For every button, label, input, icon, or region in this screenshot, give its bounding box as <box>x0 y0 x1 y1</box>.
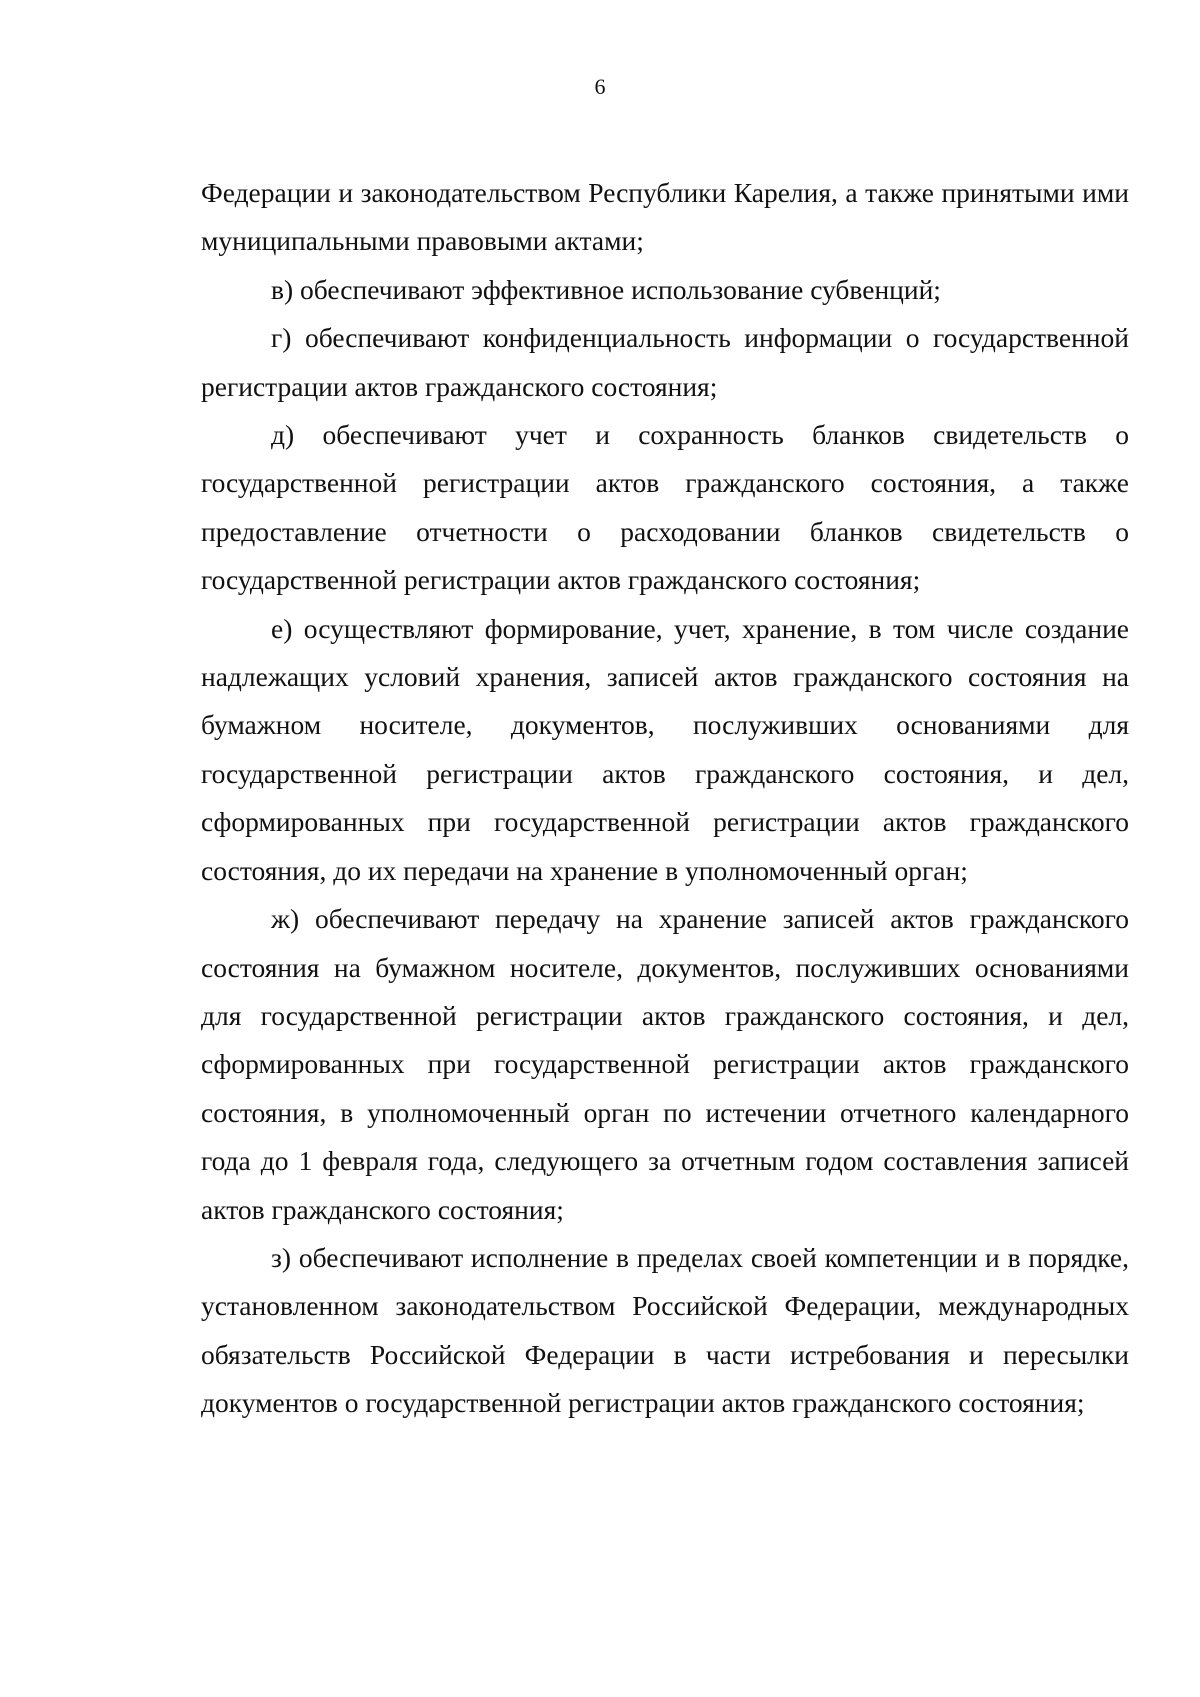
paragraph-item-v: в) обеспечивают эффективное использование субвенций; <box>271 273 941 305</box>
paragraph-item-d: д) обеспечивают учет и сохранность бланков свидетельств о государственной регистрации актов гражданского состояния, а также предоставление отчетности о расходовании бланков свидетельств о государственной регистрации актов гражданского состояния; <box>201 419 1129 596</box>
document-body <box>201 169 1129 1428</box>
paragraph-item-e: е) осуществляют формирование, учет, хранение, в том числе создание надлежащих условий хранения, записей актов гражданского состояния на бумажном носителе, документов, послуживших основаниями для государственной регистрации актов гражданского состояния, и дел, сформированных при государственной регистрации актов гражданского состояния, до их передачи на хранение в уполномоченный орган; <box>201 612 1129 886</box>
page-number: 6 <box>594 74 606 99</box>
paragraph-item-z: з) обеспечивают исполнение в пределах своей компетенции и в порядке, установленном законодательством Российской Федерации, международных обязательств Российской Федерации в части истребования и пересылки документов о государственной регистрации актов гражданского состояния; <box>201 1241 1129 1419</box>
paragraph-continuation: Федерации и законодательством Республики Карелия, а также принятыми ими муниципальными правовыми актами; <box>201 177 1129 257</box>
paragraph-item-zh: ж) обеспечивают передачу на хранение записей актов гражданского состояния на бумажном носителе, документов, послуживших основаниями для государственной регистрации актов гражданского состояния, и дел, сформированных при государственной регистрации актов гражданского состояния, в уполномоченный орган по истечении отчетного календарного года до 1 февраля года, следующего за отчетным годом составления записей актов гражданского состояния; <box>201 903 1129 1225</box>
paragraph-item-g: г) обеспечивают конфиденциальность информации о государственной регистрации актов гражданского состояния; <box>201 322 1129 402</box>
